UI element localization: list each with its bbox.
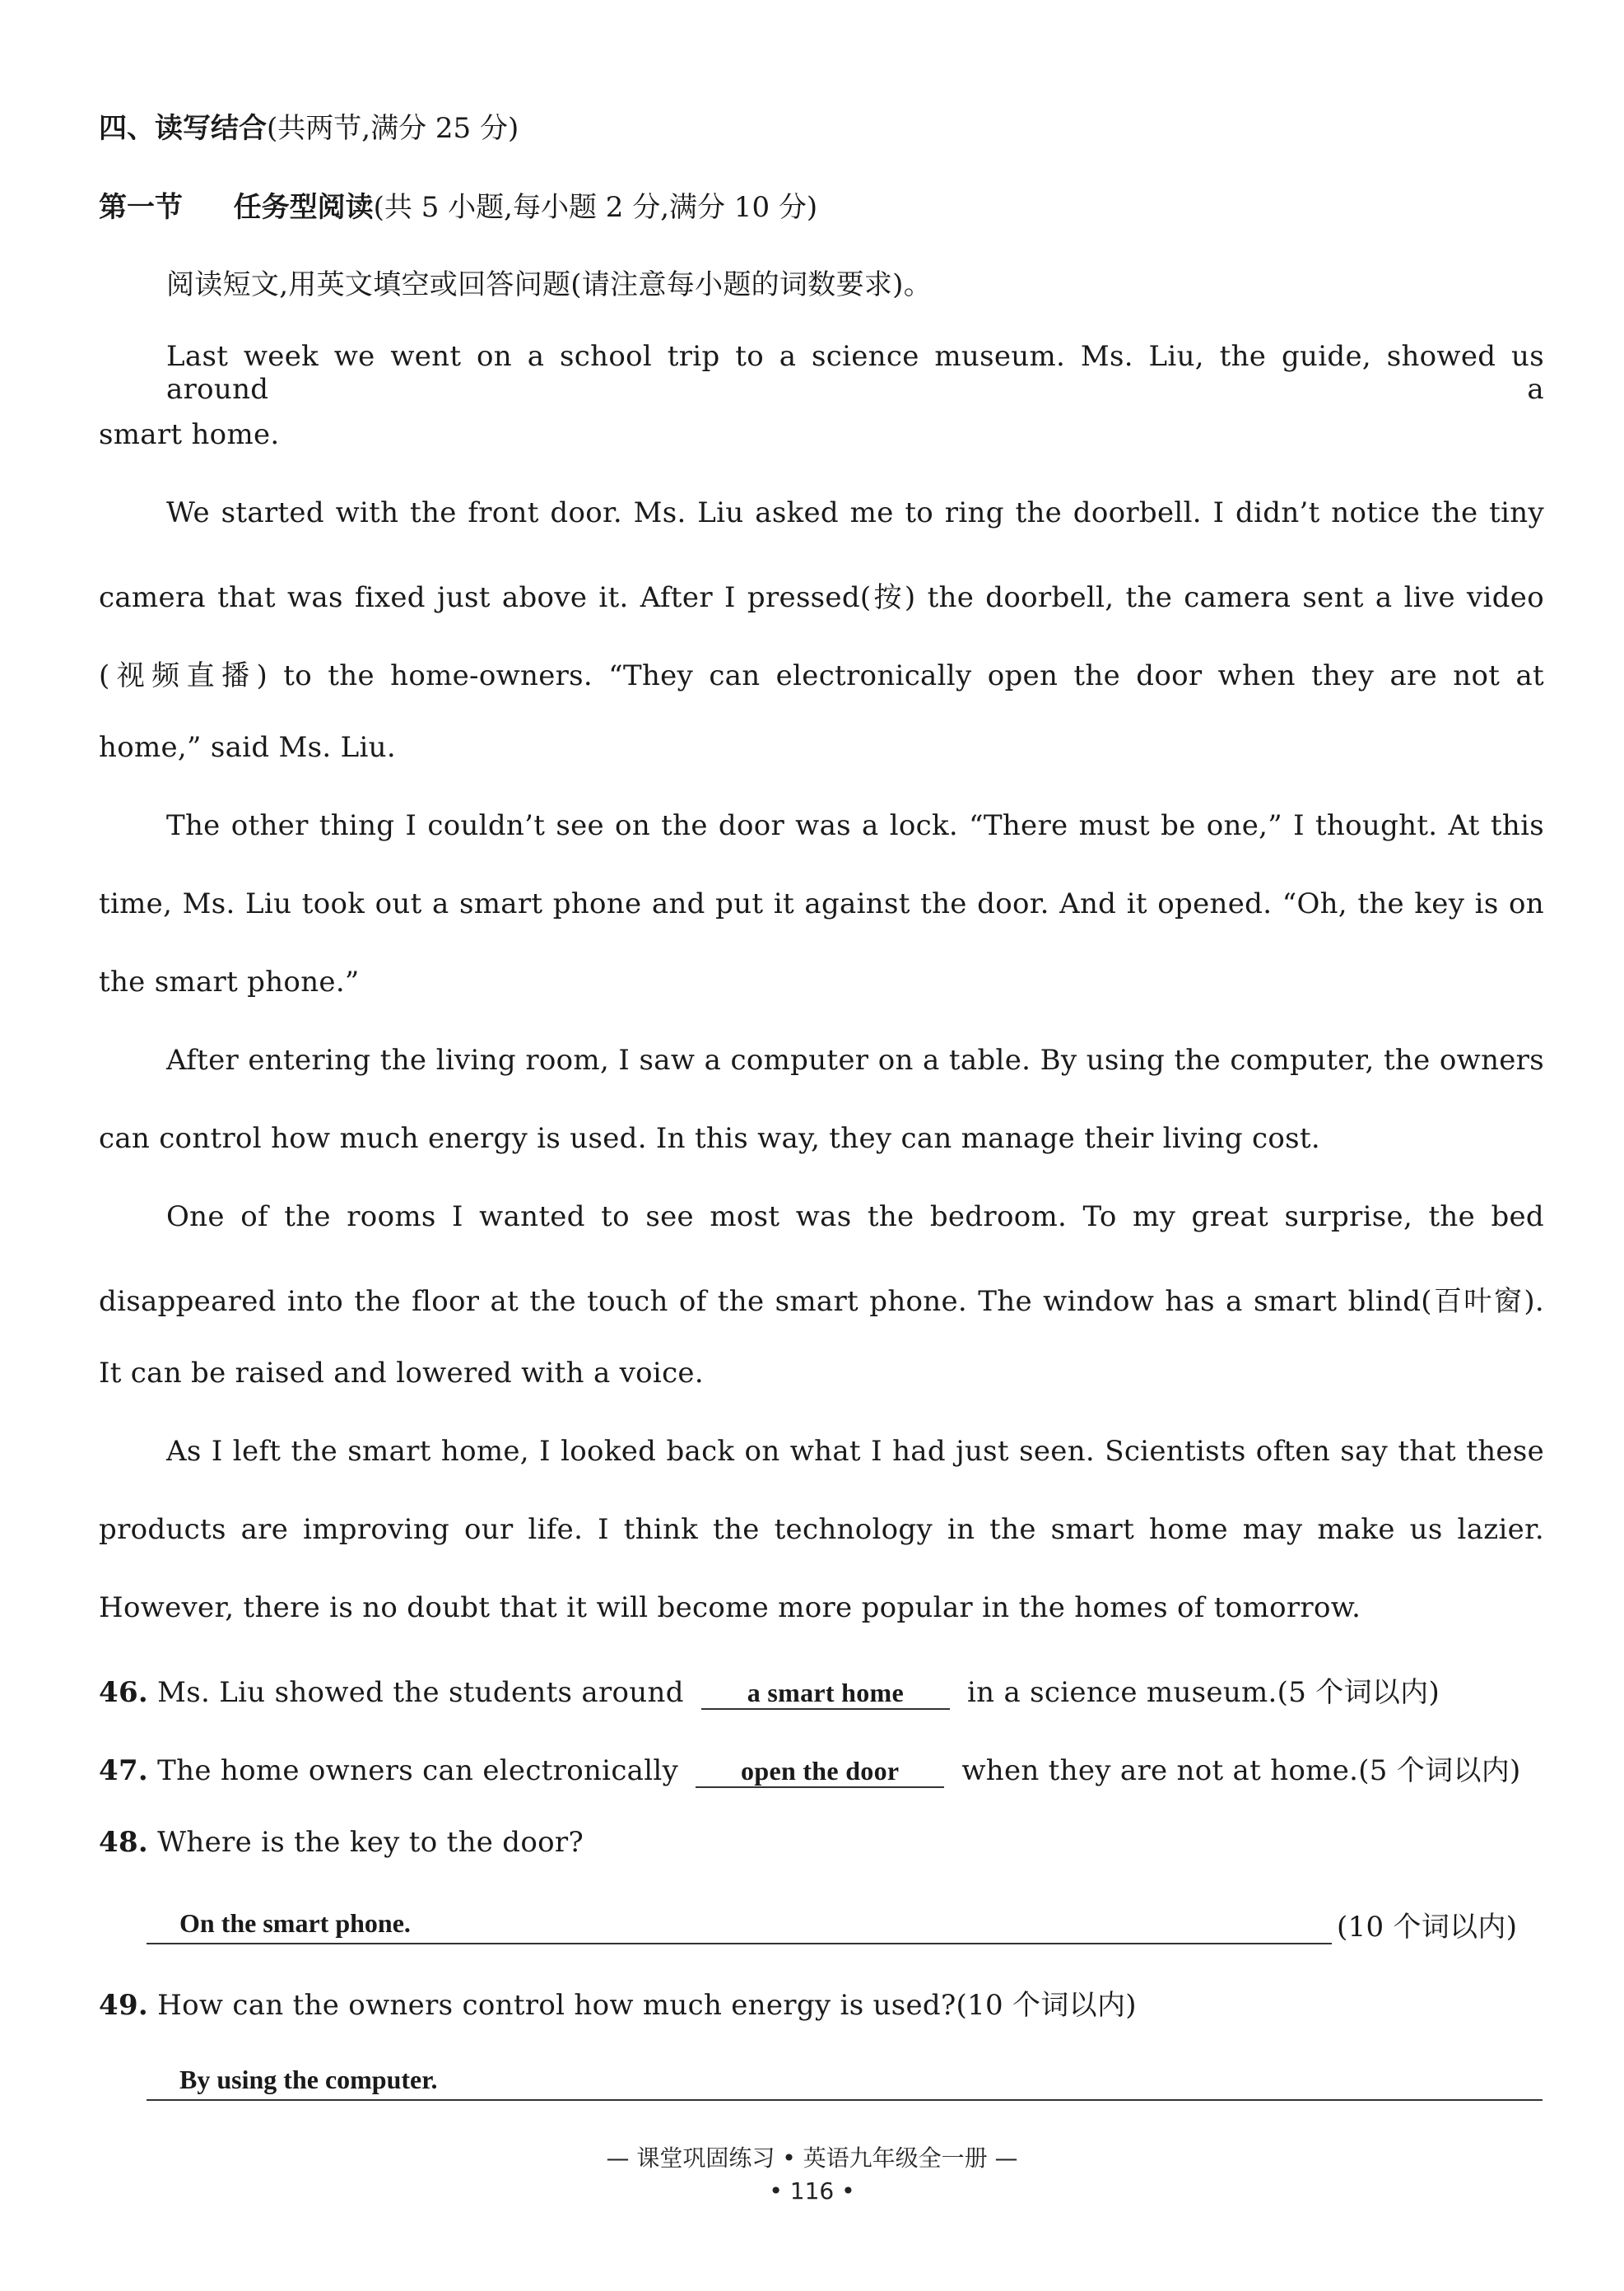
page-number: • 116 • <box>769 2177 855 2205</box>
question-47 <box>99 1748 1521 1788</box>
passage-line: time, Ms. Liu took out a smart phone and put it against the door. And it opened. “Oh, the key is on <box>99 887 1544 920</box>
passage-line: (视频直播) to the home-owners. “They can electronically open the door when they are not at <box>99 659 1544 692</box>
question-46 <box>99 1669 1440 1710</box>
question-number: 47. <box>99 1754 149 1787</box>
word-limit-48: (10 个词以内) <box>1337 1911 1518 1944</box>
question-number: 48. <box>99 1826 149 1859</box>
question-48 <box>99 1826 584 1859</box>
passage-line: The other thing I couldn’t see on the door was a lock. “There must be one,” I thought. At this <box>166 809 1544 842</box>
passage-line: the smart phone.” <box>99 966 360 999</box>
question-text: Ms. Liu showed the students around <box>157 1676 684 1709</box>
answer-49: By using the computer. <box>179 2065 438 2094</box>
instruction: 阅读短文,用英文填空或回答问题(请注意每小题的词数要求)。 <box>166 268 933 301</box>
answer-blank-47[interactable]: open the door <box>696 1756 944 1788</box>
section-title-rest: (共两节,满分 25 分) <box>267 112 519 145</box>
passage-line: home,” said Ms. Liu. <box>99 731 396 764</box>
passage-line: Last week we went on a school trip to a science museum. Ms. Liu, the guide, showed us around a <box>166 340 1544 406</box>
passage-line: It can be raised and lowered with a voice. <box>99 1357 704 1390</box>
passage-line: However, there is no doubt that it will become more popular in the homes of tomorrow. <box>99 1591 1361 1624</box>
passage-line: camera that was fixed just above it. After I pressed(按) the doorbell, the camera sent a live video <box>99 581 1544 614</box>
passage-line: We started with the front door. Ms. Liu asked me to ring the doorbell. I didn’t notice the tiny <box>166 496 1544 529</box>
part-title <box>99 184 817 225</box>
question-49 <box>99 1982 1137 2023</box>
passage-line: can control how much energy is used. In this way, they can manage their living cost. <box>99 1122 1320 1155</box>
answer-48: On the smart phone. <box>179 1908 411 1938</box>
question-text: when they are not at home.(5 个词以内) <box>961 1754 1521 1787</box>
passage-line: smart home. <box>99 418 280 451</box>
question-text: Where is the key to the door? <box>157 1826 584 1859</box>
passage-line: After entering the living room, I saw a computer on a table. By using the computer, the owners <box>166 1044 1544 1077</box>
section-title-bold: 四、读写结合 <box>99 112 267 145</box>
question-text: in a science museum.(5 个词以内) <box>967 1676 1440 1709</box>
part-label: 第一节 <box>99 191 183 224</box>
answer-blank-46[interactable]: a smart home <box>701 1678 950 1710</box>
passage-line: disappeared into the floor at the touch of the smart phone. The window has a smart blind(百叶窗). <box>99 1285 1544 1318</box>
part-name: 任务型阅读 <box>233 191 374 224</box>
question-number: 49. <box>99 1989 149 2022</box>
passage-line: products are improving our life. I think the technology in the smart home may make us lazier. <box>99 1513 1544 1546</box>
passage-line: One of the rooms I wanted to see most was the bedroom. To my great surprise, the bed <box>166 1200 1544 1233</box>
question-number: 46. <box>99 1676 149 1709</box>
passage-line: As I left the smart home, I looked back on what I had just seen. Scientists often say that these <box>166 1435 1544 1468</box>
section-title <box>99 105 519 146</box>
question-text: How can the owners control how much energy is used?(10 个词以内) <box>157 1989 1137 2022</box>
book-title-footer: — 课堂巩固练习 • 英语九年级全一册 — <box>606 2144 1018 2172</box>
part-rest: (共 5 小题,每小题 2 分,满分 10 分) <box>373 191 818 224</box>
question-text: The home owners can electronically <box>157 1754 679 1787</box>
